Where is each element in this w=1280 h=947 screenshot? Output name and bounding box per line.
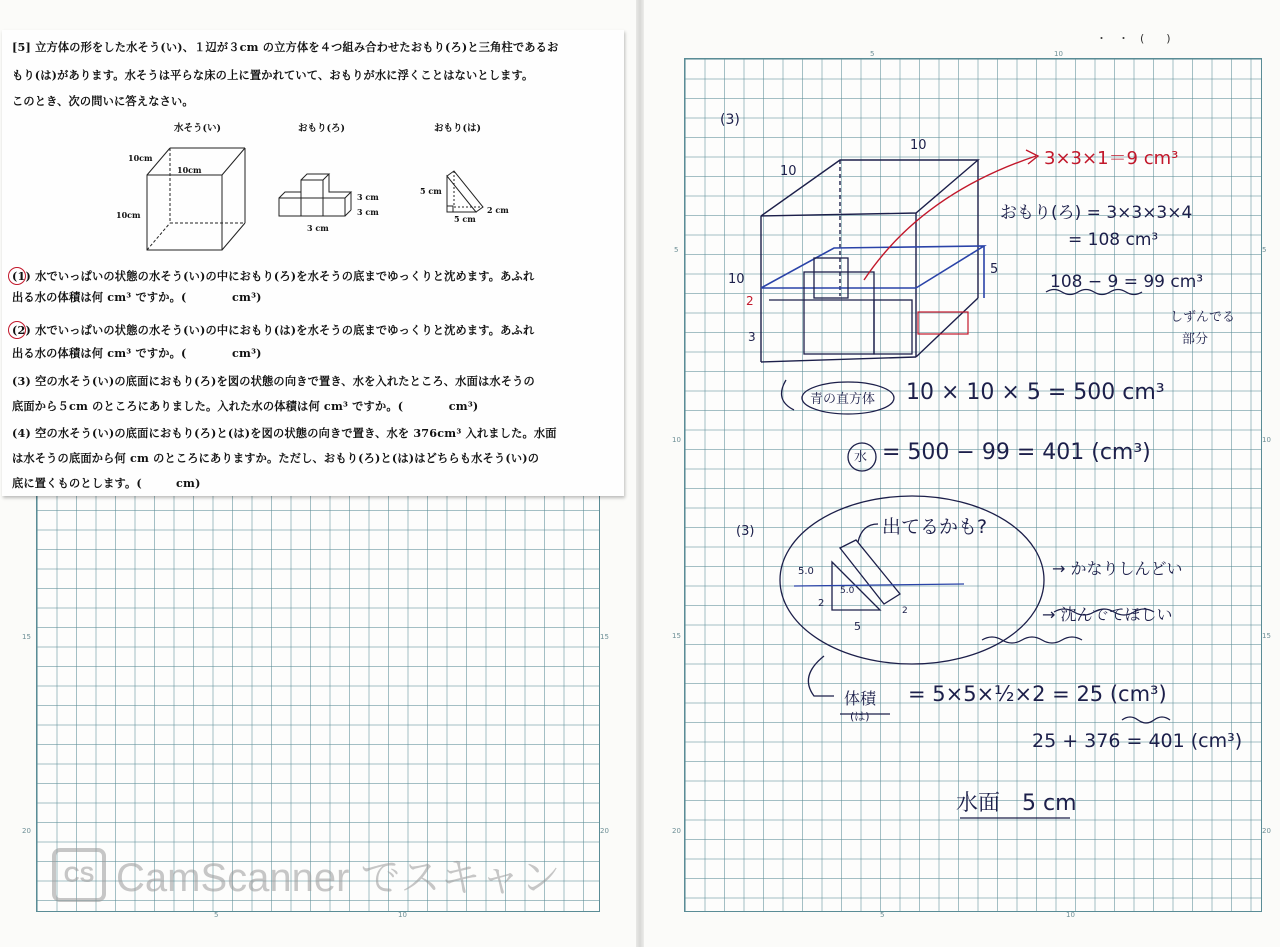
grid-tick: 15: [600, 633, 609, 641]
grid-tick: 10: [672, 436, 681, 444]
calculation: おもり(ろ) = 3×3×3×4: [1000, 203, 1193, 223]
header-marks: ・ ・ ( ): [1096, 32, 1171, 45]
figure-label-weight-ro: おもり(ろ): [298, 123, 345, 134]
dim-label: 10cm: [128, 153, 153, 163]
notebook-spine: [636, 0, 644, 947]
grid-tick: 10: [1262, 436, 1271, 444]
calculation: = 108 cm³: [1068, 230, 1159, 250]
grid-tick: 5: [880, 911, 885, 919]
grid-tick: 5: [214, 911, 219, 919]
grid-tick: 20: [22, 827, 31, 835]
question-4: (4) 空の水そう(い)の底面におもり(ろ)と(は)を図の状態の向きで置き、水を 376cm³ 入れました。水面: [12, 426, 557, 440]
note-dim: 10: [728, 272, 745, 287]
red-arrow-sketch: [864, 150, 1038, 334]
note-dim: 2: [746, 294, 754, 308]
note-dim: 2: [902, 606, 908, 616]
note-dim: 10: [780, 164, 797, 179]
red-calculation: 3×3×1＝9 cm³: [1044, 148, 1179, 169]
figure-label-weight-ha: おもり(は): [434, 123, 481, 134]
grid-tick: 15: [22, 633, 31, 641]
grid-tick: 15: [1262, 632, 1271, 640]
calculation: = 5×5×½×2 = 25 (cm³): [908, 682, 1167, 706]
note-dim: 3: [748, 330, 756, 344]
calculation: 108 − 9 = 99 cm³: [1050, 272, 1204, 292]
calculation-label: 水: [854, 450, 868, 465]
dim-label: 2 cm: [487, 205, 509, 215]
question-4-line3: 底に置くものとします。( cm): [12, 476, 201, 490]
note-dim: 5.0: [798, 566, 814, 577]
question-3-line2: 底面から５cm のところにありました。入れた水の体積は何 cm³ ですか。( cm³): [12, 399, 479, 413]
left-notebook-page: [0, 0, 636, 947]
side-comment: → かなりしんどい: [1052, 559, 1183, 578]
grid-tick: 20: [1262, 827, 1271, 835]
grid-tick: 15: [672, 632, 681, 640]
weight-ro-drawing: [279, 174, 351, 216]
problem-line: [5] 立方体の形をした水そう(い)、１辺が３cm の立方体を４つ組み合わせたおもり(ろ)と三角柱であるお: [12, 40, 559, 54]
grid-tick: 5: [1262, 246, 1267, 254]
weight-ha-drawing: [447, 171, 483, 212]
volume-label: 体積: [844, 689, 877, 708]
question-1: (1) 水でいっぱいの状態の水そう(い)の中におもり(ろ)を水そうの底までゆっくりと沈めます。あふれ: [12, 269, 535, 283]
grid-tick: 10: [1054, 50, 1063, 58]
tank-sketch: [761, 160, 978, 362]
grid-tick: 5: [870, 50, 875, 58]
grid-tick: 20: [600, 827, 609, 835]
note-dim: 10: [910, 138, 927, 153]
note-label: (3): [720, 112, 740, 128]
speech-bubble-text: 出てるかも?: [882, 516, 988, 538]
dim-label: 10cm: [177, 165, 202, 175]
calculation: 25 + 376 = 401 (cm³): [1032, 730, 1243, 752]
grid-tick: 20: [672, 827, 681, 835]
final-answer: 水面 5 cm: [956, 791, 1077, 816]
right-notebook-page: [644, 0, 1280, 947]
volume-sublabel: (は): [850, 710, 870, 723]
tank-cube-drawing: [147, 148, 245, 250]
dim-label: 3 cm: [357, 192, 379, 202]
note-dim: 5: [854, 620, 861, 633]
dim-label: 10cm: [116, 210, 141, 220]
note-dim: 2: [818, 598, 825, 609]
problem-line: もり(は)があります。水そうは平らな床の上に置かれていて、おもりが水に浮くことはないとします。: [12, 68, 534, 82]
side-comment: → 沈んでてほしい: [1042, 605, 1173, 624]
camscanner-logo-icon: CS: [52, 848, 106, 902]
dim-label: 5 cm: [454, 214, 476, 224]
question-4-line2: は水そうの底面から何 cm のところにありますか。ただし、おもり(ろ)と(は)はどちらも水そう(い)の: [12, 451, 540, 465]
problem-line: このとき、次の問いに答えなさい。: [12, 94, 194, 108]
dim-label: 3 cm: [307, 223, 329, 233]
problem-handout: [2, 30, 624, 496]
dim-label: 5 cm: [420, 186, 442, 196]
grid-tick: 10: [398, 911, 407, 919]
note-dim: 5: [990, 262, 999, 277]
figure-label-tank: 水そう(い): [174, 123, 221, 134]
grid-tick: 10: [1066, 911, 1075, 919]
question-3: (3) 空の水そう(い)の底面におもり(ろ)を図の状態の向きで置き、水を入れたところ、水面は水そうの: [12, 374, 535, 388]
grid-tick: 5: [674, 246, 679, 254]
camscanner-watermark: [52, 846, 561, 903]
calculation-note: 部分: [1182, 332, 1209, 347]
question-2: (2) 水でいっぱいの状態の水そう(い)の中におもり(は)を水そうの底までゆっくりと沈めます。あふれ: [12, 323, 535, 337]
watermark-text: CamScanner でスキャン: [116, 856, 561, 900]
dim-label: 3 cm: [357, 207, 379, 217]
question-1-line2: 出る水の体積は何 cm³ ですか。( cm³): [12, 290, 262, 304]
calculation: = 500 − 99 = 401 (cm³): [882, 440, 1151, 465]
note-label: (3): [736, 524, 755, 539]
calculation-note: しずんでる: [1170, 310, 1236, 325]
note-dim: 5.0: [840, 586, 855, 596]
calculation-label: 青の直方体: [810, 392, 876, 407]
question-2-line2: 出る水の体積は何 cm³ ですか。( cm³): [12, 346, 262, 360]
calculation: 10 × 10 × 5 = 500 cm³: [906, 380, 1165, 405]
